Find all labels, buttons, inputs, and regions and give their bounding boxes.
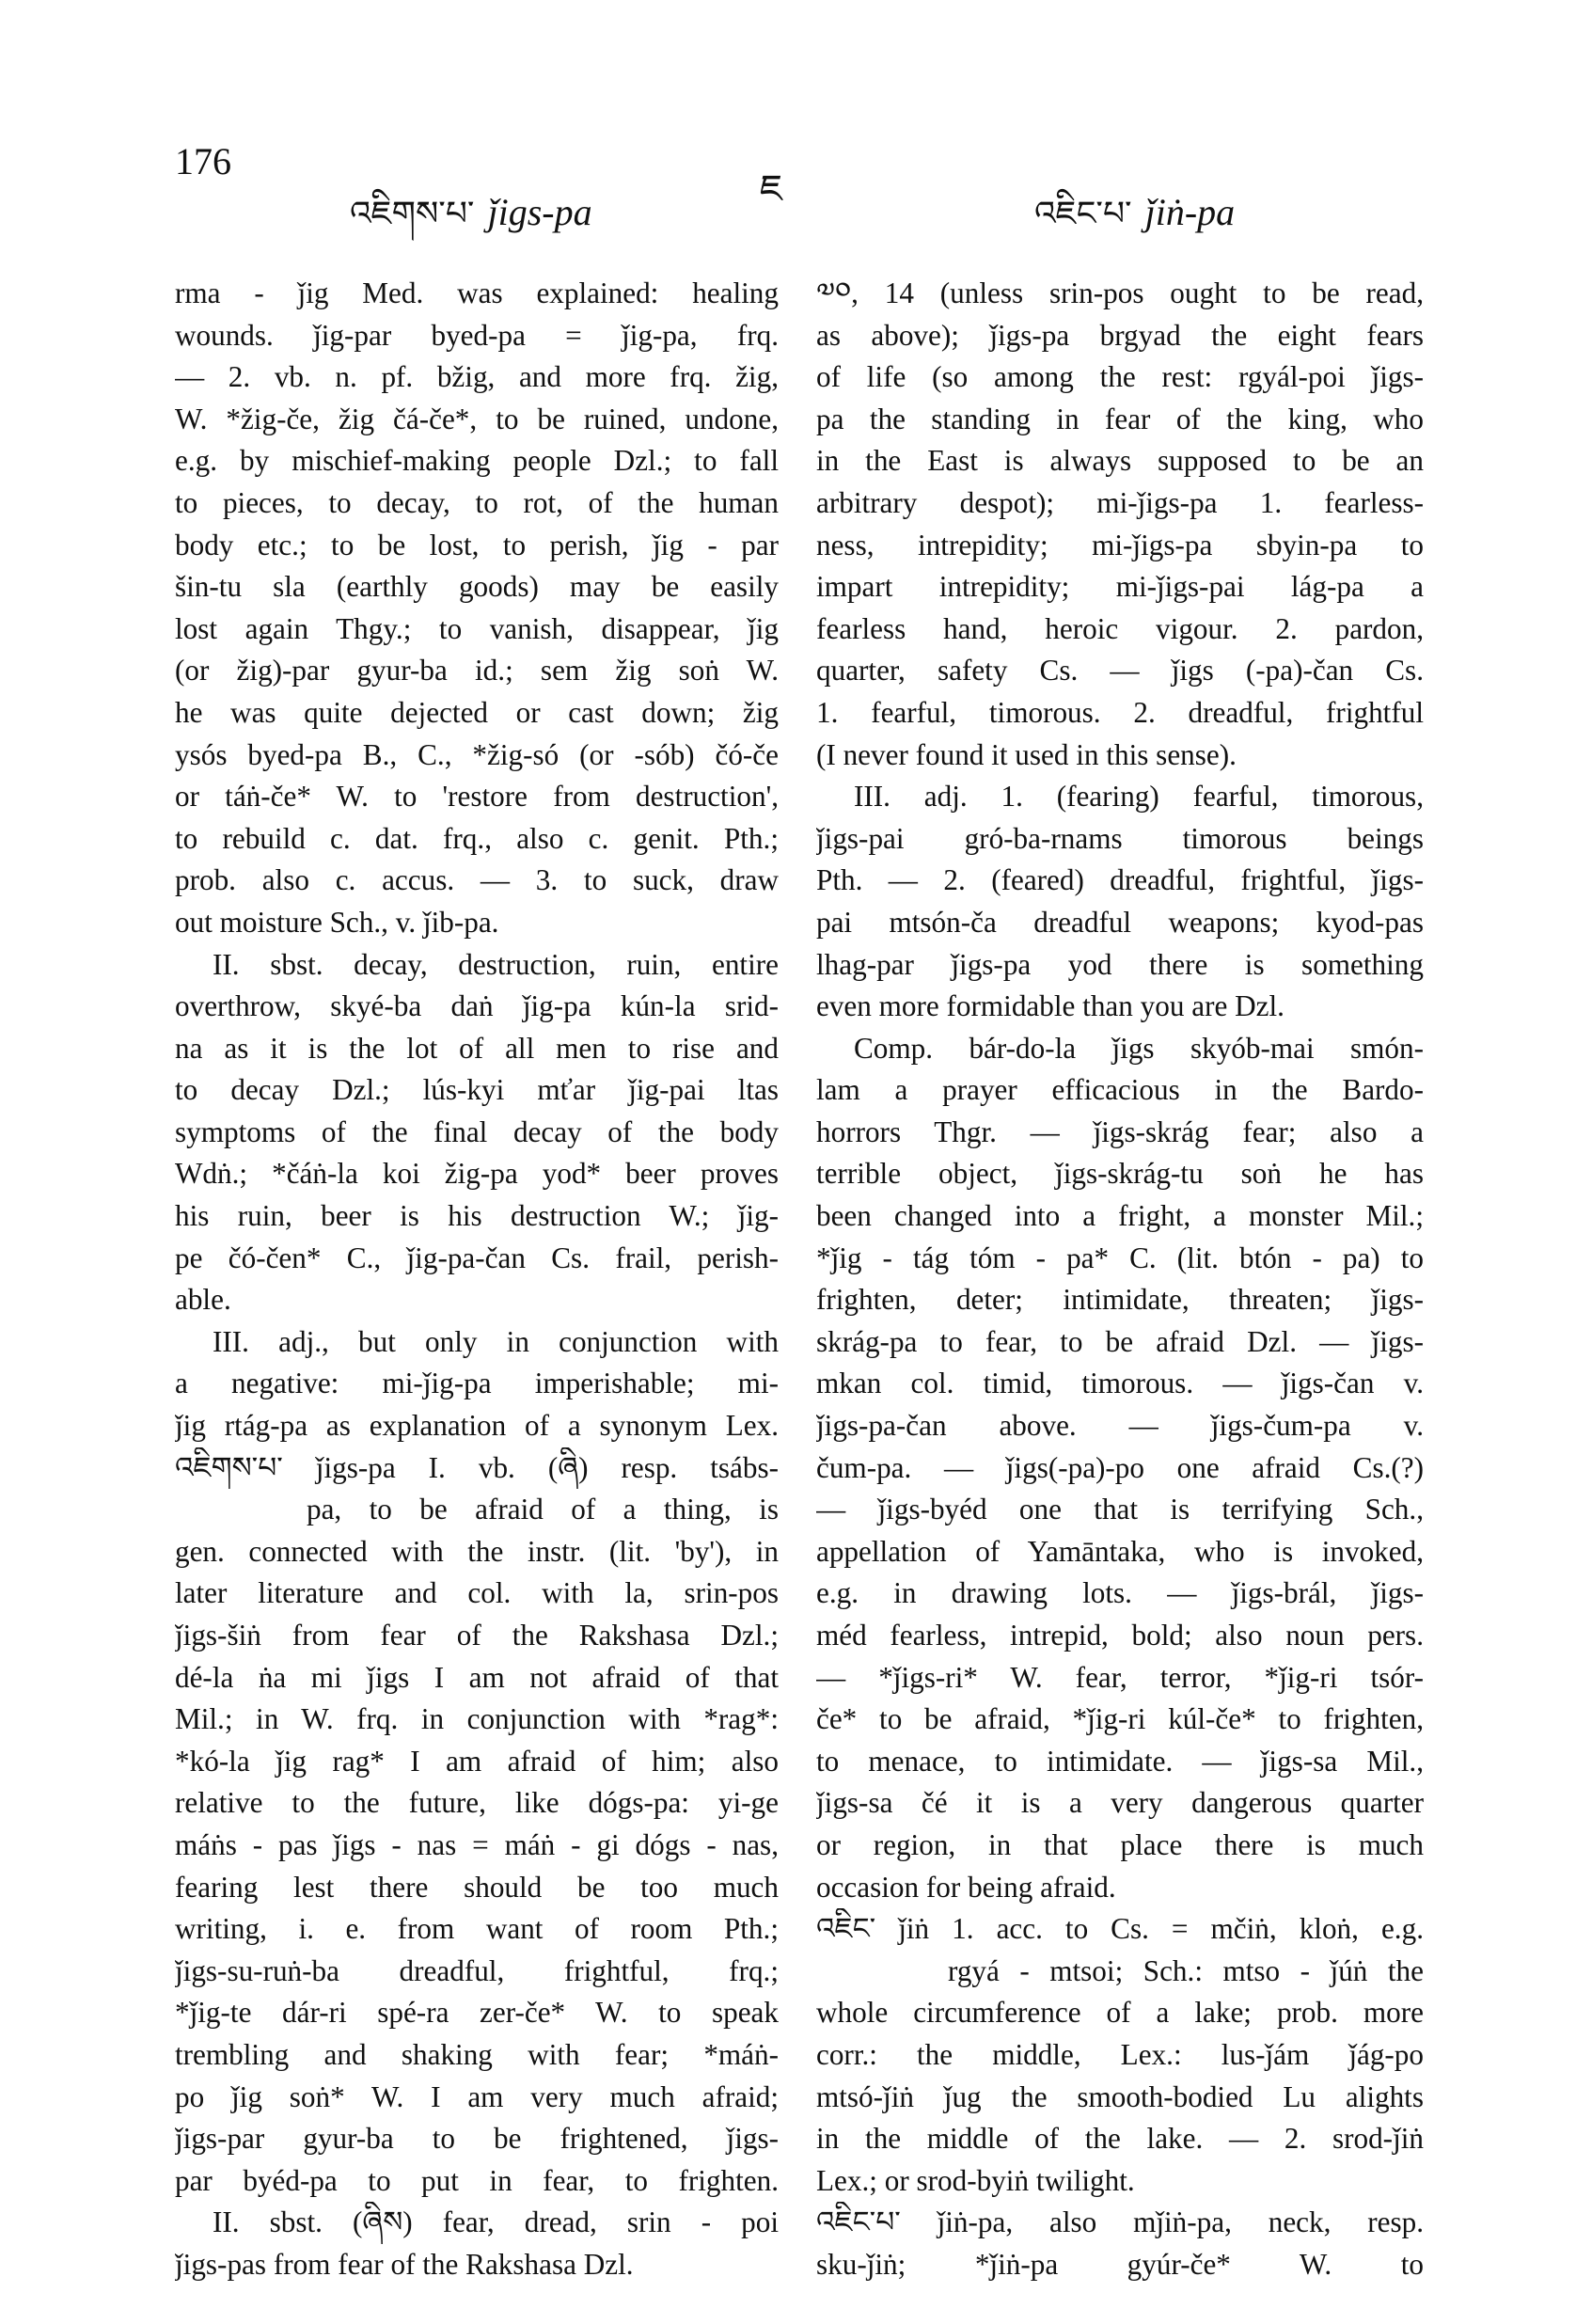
section-letter: ཇ	[760, 167, 783, 210]
text-line: lam a prayer efficacious in the Bardo-	[816, 1073, 1424, 1107]
text-line: mkan col. timid, timorous. — ǰigs-čan v.	[816, 1367, 1424, 1400]
text-line: impart intrepidity; mi-ǰigs-pai lág-pa a	[816, 570, 1424, 604]
text-line: sku-ǰiṅ; *ǰiṅ-pa gyúr-če* W. to	[816, 2247, 1424, 2281]
text-line: pa, to be afraid of a thing, is	[307, 1493, 779, 1526]
text-line: rgyá - mtsoi; Sch.: mtso - ǰúṅ the	[948, 1953, 1424, 1987]
text-line: méd fearless, intrepid, bold; also noun pers.	[816, 1619, 1424, 1652]
text-line: čum-pa. — ǰigs(-pa)-po one afraid Cs.(?)	[816, 1450, 1424, 1484]
text-line: horrors Thgr. — ǰigs-skrág fear; also a	[816, 1115, 1424, 1148]
text-line: Pth. — 2. (feared) dreadful, frightful, ǰigs-	[816, 863, 1424, 897]
text-line: ǰigs-par gyur-ba to be frightened, ǰigs-	[175, 2122, 779, 2156]
text-line: body etc.; to be lost, to perish, ǰig - par	[175, 528, 779, 561]
text-line: fearless hand, heroic vigour. 2. pardon,	[816, 611, 1424, 645]
text-line: even more formidable than you are Dzl.	[816, 989, 1284, 1023]
text-line: *kó-la ǰig rag* I am afraid of him; also	[175, 1744, 779, 1778]
left-headword-translit: ǰigs-pa	[487, 191, 592, 233]
text-line: lhag-par ǰigs-pa yod there is something	[816, 947, 1424, 981]
text-line: as above); ǰigs-pa brgyad the eight fears	[816, 318, 1424, 352]
right-headword-tibetan: འཇིང་པ་	[1034, 195, 1132, 233]
page-number: 176	[175, 140, 231, 182]
text-line: overthrow, skyé-ba daṅ ǰig-pa kún-la srid-	[175, 989, 779, 1023]
text-line: of life (so among the rest: rgyál-poi ǰigs-	[816, 360, 1424, 394]
text-line: máṅs - pas ǰigs - nas = máṅ - gi dógs - nas,	[175, 1827, 779, 1861]
text-line: relative to the future, like dógs-pa: yi-ge	[175, 1786, 779, 1820]
text-line: or region, in that place there is much	[816, 1827, 1424, 1861]
text-line: whole circumference of a lake; prob. more	[816, 1996, 1424, 2030]
text-line: symptoms of the final decay of the body	[175, 1115, 779, 1148]
text-line: wounds. ǰig-par byed-pa = ǰig-pa, frq.	[175, 318, 779, 352]
text-line: to pieces, to decay, to rot, of the human	[175, 485, 779, 519]
text-line: a negative: mi-ǰig-pa imperishable; mi-	[175, 1367, 779, 1400]
text-line: to decay Dzl.; lús-kyi mťar ǰig-pai ltas	[175, 1073, 779, 1107]
text-line: rma - ǰig Med. was explained: healing	[175, 277, 779, 309]
text-line: mtsó-ǰiṅ ǰug the smooth-bodied Lu alights	[816, 2079, 1424, 2113]
text-line: Comp. bár-do-la ǰigs skyób-mai smón-	[854, 1031, 1424, 1065]
text-line: lost again Thgy.; to vanish, disappear, ǰig	[175, 611, 779, 645]
text-line: later literature and col. with la, srin-pos	[175, 1576, 779, 1610]
text-line: writing, i. e. from want of room Pth.;	[175, 1912, 779, 1946]
text-line: been changed into a fright, a monster Mil.;	[816, 1199, 1424, 1233]
text-line: corr.: the middle, Lex.: lus-ǰám ǰág-po	[816, 2037, 1424, 2071]
text-line: 1. fearful, timorous. 2. dreadful, frightful	[816, 695, 1424, 729]
text-line: — 2. vb. n. pf. bžig, and more frq. žig,	[175, 360, 779, 394]
text-line: dé-la ṅa mi ǰigs I am not afraid of that	[175, 1660, 779, 1694]
text-line: II. sbst. (ཞིས) fear, dread, srin - poi	[213, 2205, 779, 2239]
text-line: arbitrary despot); mi-ǰigs-pa 1. fearless-	[816, 485, 1424, 519]
left-headword-tibetan: འཇིགས་པ་	[350, 195, 475, 233]
text-line: ǰigs-pas from fear of the Rakshasa Dzl.	[175, 2247, 634, 2281]
text-line: če* to be afraid, *ǰig-ri kúl-če* to frighten,	[816, 1702, 1424, 1736]
text-line: *ǰig - tág tóm - pa* C. (lit. btón - pa) to	[816, 1241, 1424, 1274]
text-line: *ǰig-te dár-ri spé-ra zer-če* W. to speak	[175, 1996, 779, 2030]
text-line: e.g. by mischief-making people Dzl.; to fall	[175, 444, 779, 478]
text-line: II. sbst. decay, destruction, ruin, entire	[213, 947, 779, 981]
text-line: in the East is always supposed to be an	[816, 444, 1424, 478]
text-line: gen. connected with the instr. (lit. 'by'), in	[175, 1534, 779, 1568]
text-line: — *ǰigs-ri* W. fear, terror, *ǰig-ri tsór-	[816, 1660, 1424, 1694]
text-line: ǰigs-pai gró-ba-rnams timorous beings	[816, 821, 1424, 855]
text-line: ǰigs-pa-čan above. — ǰigs-čum-pa v.	[816, 1409, 1424, 1443]
text-line: appellation of Yamāntaka, who is invoked,	[816, 1534, 1424, 1568]
text-line: na as it is the lot of all men to rise and	[175, 1031, 779, 1065]
page-header	[0, 0, 1576, 245]
text-line: Lex.; or srod-byiṅ twilight.	[816, 2163, 1135, 2197]
text-line: out moisture Sch., v. ǰib-pa.	[175, 905, 499, 939]
text-line: ǰigs-sa čé it is a very dangerous quarter	[816, 1786, 1424, 1820]
text-line: ness, intrepidity; mi-ǰigs-pa sbyin-pa to	[816, 528, 1424, 561]
text-line: fearing lest there should be too much	[175, 1870, 779, 1904]
text-line: par byéd-pa to put in fear, to frighten.	[175, 2163, 779, 2197]
text-line: ǰigs-šiṅ from fear of the Rakshasa Dzl.;	[175, 1619, 779, 1652]
text-line: prob. also c. accus. — 3. to suck, draw	[175, 863, 779, 897]
text-line: trembling and shaking with fear; *máṅ-	[175, 2037, 779, 2071]
text-line: he was quite dejected or cast down; žig	[175, 695, 779, 729]
right-running-headword	[1034, 175, 1235, 271]
text-line: pai mtsón-ča dreadful weapons; kyod-pas	[816, 905, 1424, 939]
left-running-headword	[350, 175, 592, 271]
text-line: his ruin, beer is his destruction W.; ǰig-	[175, 1199, 779, 1233]
text-line: to menace, to intimidate. — ǰigs-sa Mil.,	[816, 1744, 1424, 1778]
text-line: (I never found it used in this sense).	[816, 737, 1237, 771]
text-line: in the middle of the lake. — 2. srod-ǰiṅ	[816, 2122, 1424, 2156]
text-line: ǰigs-su-ruṅ-ba dreadful, frightful, frq.;	[175, 1953, 779, 1987]
text-line: quarter, safety Cs. — ǰigs (-pa)-čan Cs.	[816, 654, 1424, 688]
text-line: W. *žig-če, žig čá-če*, to be ruined, undone,	[175, 402, 779, 435]
text-line: pe čó-čen* C., ǰig-pa-čan Cs. frail, perish-	[175, 1241, 779, 1274]
text-line: ༧༠, 14 (unless srin-pos ought to be read,	[816, 277, 1424, 309]
text-line: able.	[175, 1283, 231, 1317]
text-line: ǰig rtág-pa as explanation of a synonym Lex.	[175, 1409, 779, 1443]
text-line: e.g. in drawing lots. — ǰigs-brál, ǰigs-	[816, 1576, 1424, 1610]
text-line: to rebuild c. dat. frq., also c. genit. Pth.;	[175, 821, 779, 855]
text-line: III. adj., but only in conjunction with	[213, 1324, 779, 1358]
text-line: Mil.; in W. frq. in conjunction with *rag*:	[175, 1702, 779, 1736]
text-line: ysós byed-pa B., C., *žig-só (or -sób) čó-če	[175, 737, 779, 771]
text-line: Wdṅ.; *čáṅ-la koi žig-pa yod* beer proves	[175, 1157, 779, 1191]
right-text-column	[816, 273, 1424, 2286]
text-line: III. adj. 1. (fearing) fearful, timorous,	[854, 780, 1424, 814]
text-line: skrág-pa to fear, to be afraid Dzl. — ǰigs-	[816, 1324, 1424, 1358]
text-line: འཇིགས་པ་ ǰigs-pa I. vb. (ཞི) resp. tsábs-	[175, 1450, 779, 1484]
text-line: or táṅ-če* W. to 'restore from destruction',	[175, 780, 779, 814]
left-text-column	[175, 273, 779, 2286]
text-line: འཇིང་ ǰiṅ 1. acc. to Cs. = mčiṅ, kloṅ, e.g.	[816, 1912, 1424, 1946]
right-headword-translit: ǰiṅ-pa	[1144, 191, 1236, 233]
text-line: terrible object, ǰigs-skrág-tu soṅ he has	[816, 1157, 1424, 1191]
text-line: šin-tu sla (earthly goods) may be easily	[175, 570, 779, 604]
text-line: (or žig)-par gyur-ba id.; sem žig soṅ W.	[175, 654, 779, 688]
text-line: འཇིང་པ་ ǰiṅ-pa, also mǰiṅ-pa, neck, resp.	[816, 2205, 1424, 2239]
text-line: frighten, deter; intimidate, threaten; ǰigs-	[816, 1283, 1424, 1317]
text-line: — ǰigs-byéd one that is terrifying Sch.,	[816, 1493, 1424, 1526]
text-line: po ǰig soṅ* W. I am very much afraid;	[175, 2079, 779, 2113]
text-line: occasion for being afraid.	[816, 1870, 1116, 1904]
text-line: pa the standing in fear of the king, who	[816, 402, 1424, 435]
